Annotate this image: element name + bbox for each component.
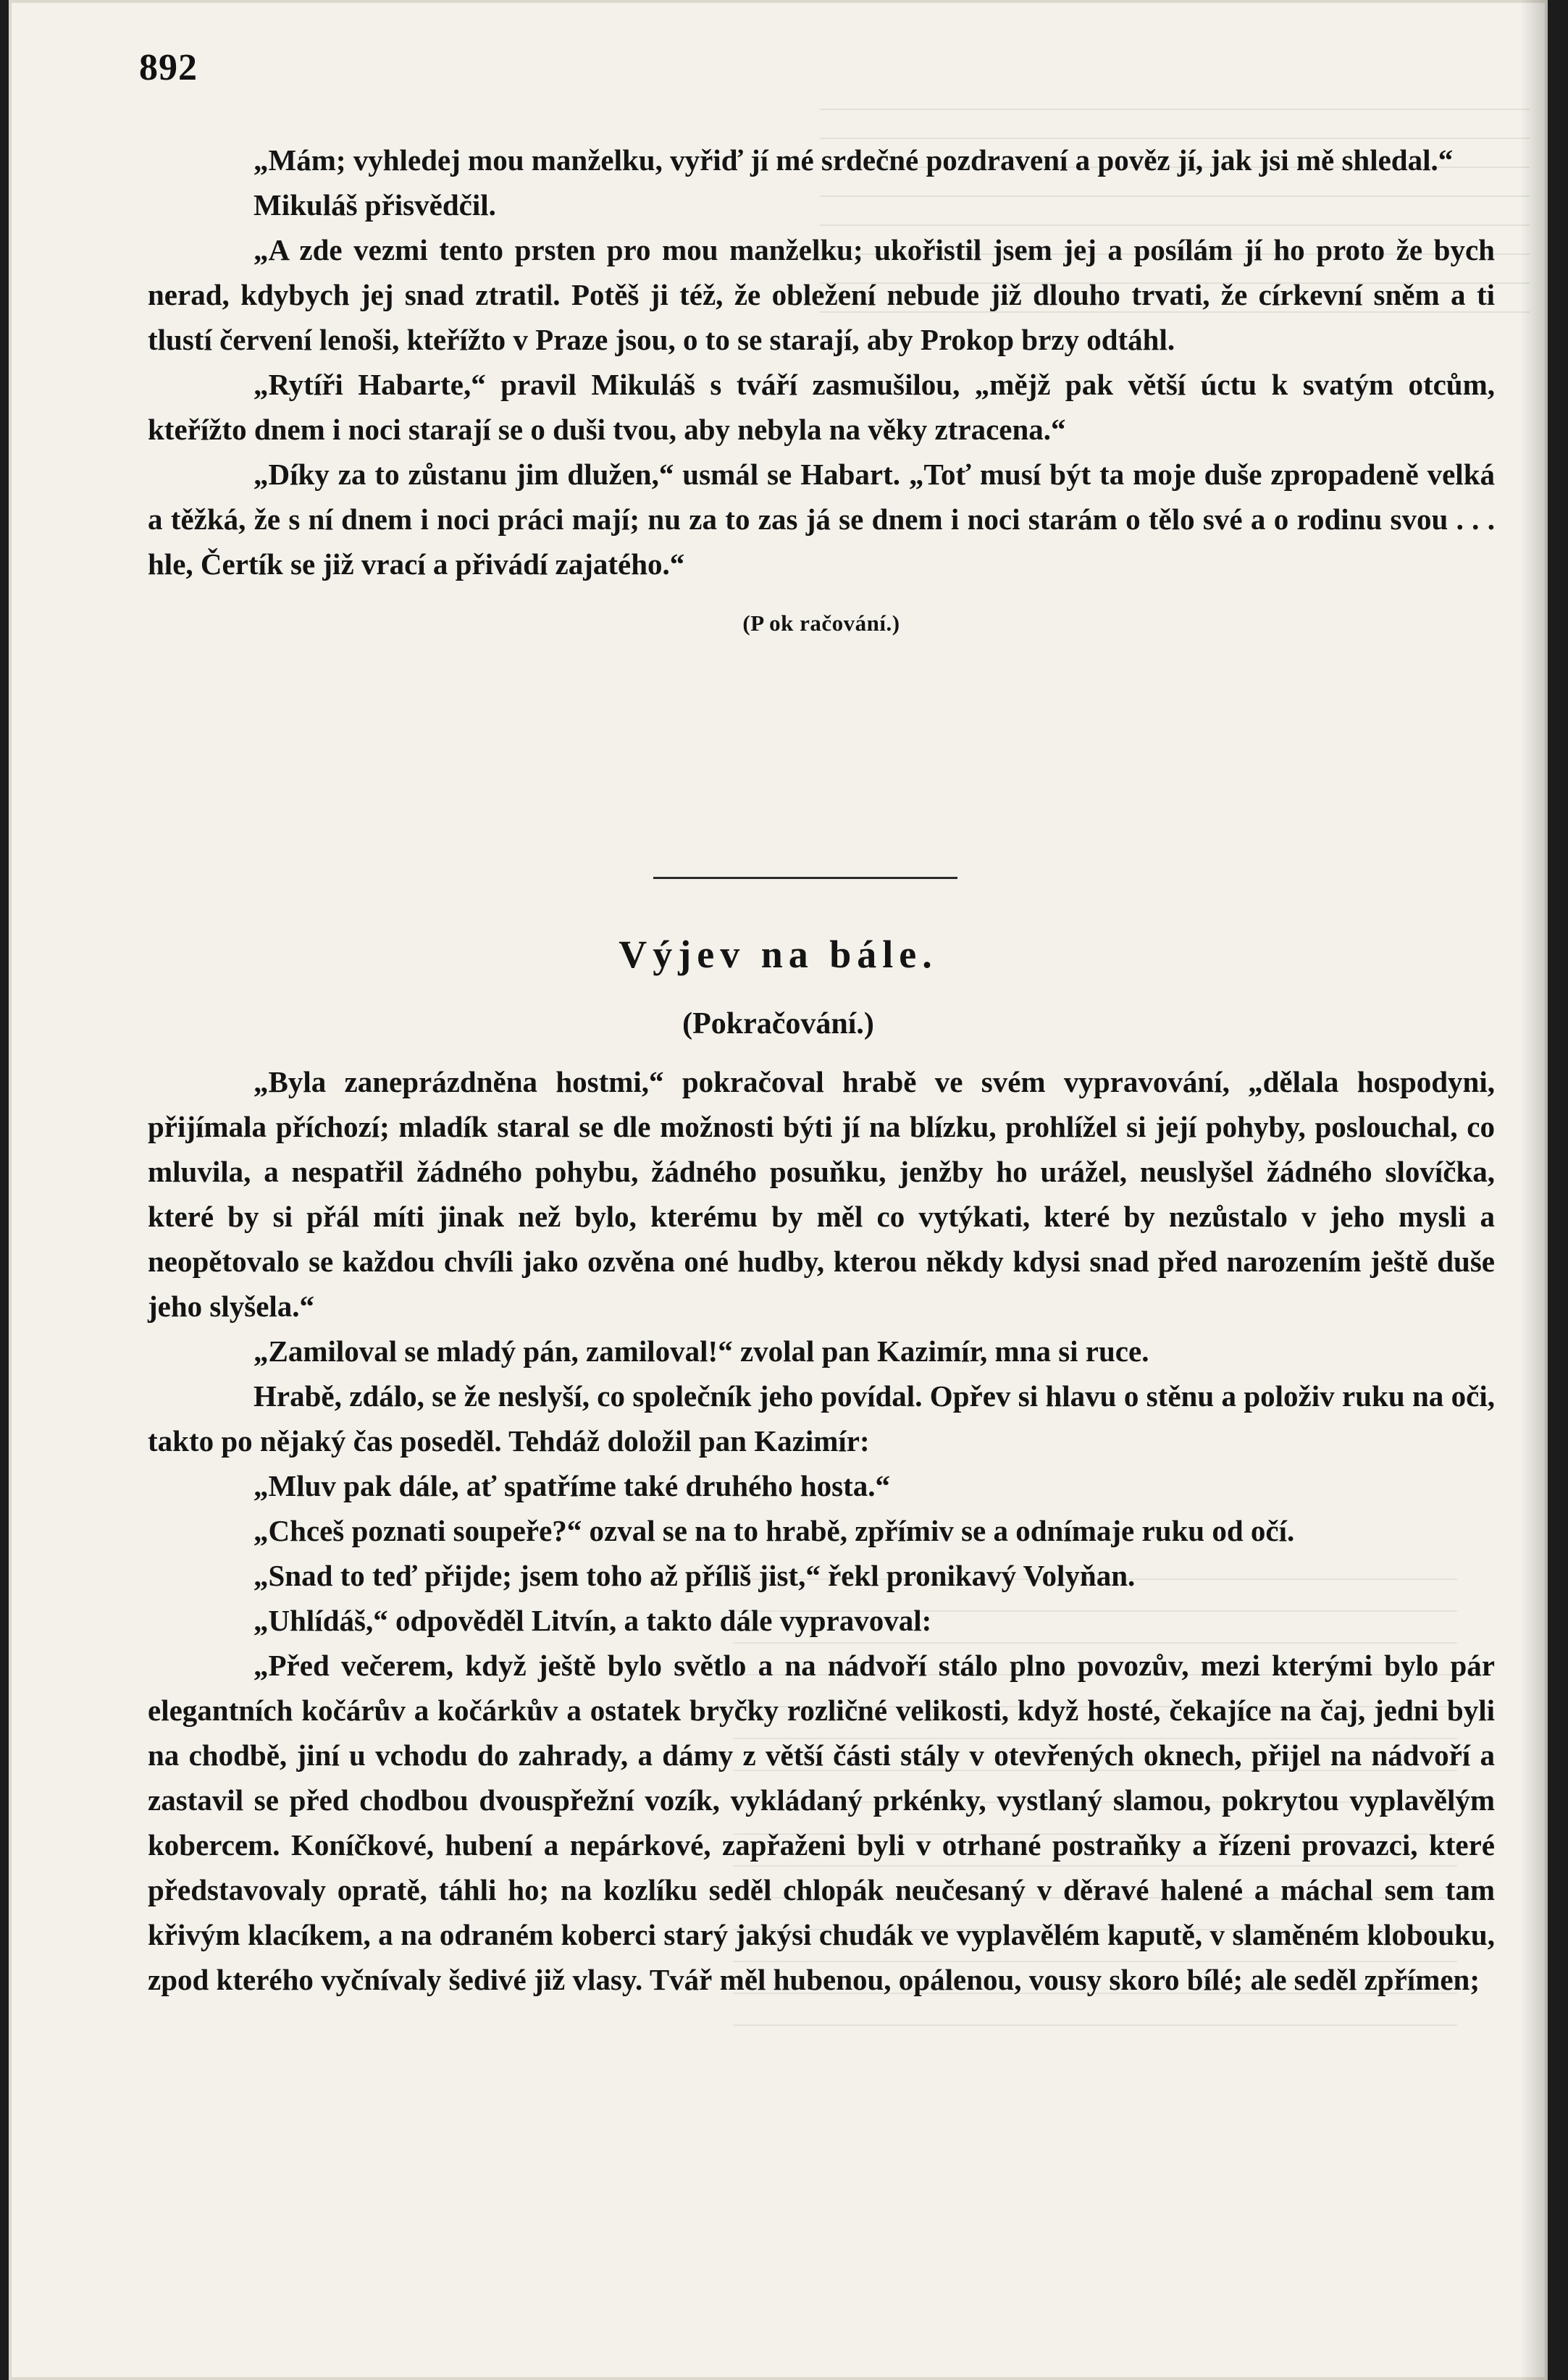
paragraph: Mikuláš přisvědčil. bbox=[253, 188, 496, 222]
paragraph: „Uhlídáš,“ odpověděl Litvín, a takto dále vypravoval: bbox=[253, 1604, 932, 1637]
paragraph: „Rytíři Habarte,“ pravil Mikuláš s tváří zasmušilou, „mějž pak větší úctu k svatým otcům, kteřížto dnem i noci starají se o duši tvou, aby nebyla na věky ztracena.“ bbox=[148, 368, 1495, 446]
section-title: Výjev na bále. bbox=[619, 933, 938, 976]
paragraph: Hrabě, zdálo, se že neslyší, co společník jeho povídal. Opřev si hlavu o stěnu a položiv ruku na oči, takto po nějaký čas poseděl. Tehdáž doložil pan Kazimír: bbox=[148, 1379, 1495, 1458]
page-number: 892 bbox=[139, 47, 198, 88]
paragraph: „Byla zaneprázdněna hostmi,“ pokračoval hrabě ve svém vypravování, „dělala hospodyni, přijímala příchozí; mladík staral se dle možnosti býti jí na blízku, prohlížel si její pohyby, poslouchal, co mluvila, a nespatřil žádného pohybu, žádného posuňku, jenžby ho urážel, neuslyšel žádného slovíčka, které by si přál míti jinak než bylo, kterému by měl co vytýkati, které by nezůstalo v jeho mysli a neopětovalo se každou chvíli jako ozvěna oné hudby, kterou někdy kdysi snad před narozením ještě duše jeho slyšela.“ bbox=[148, 1065, 1495, 1323]
paragraph: „Snad to teď přijde; jsem toho až příliš jist,“ řekl pronikavý Volyňan. bbox=[253, 1559, 1136, 1592]
paragraph: „Chceš poznati soupeře?“ ozval se na to hrabě, zpřímiv se a odnímaje ruku od očí. bbox=[253, 1514, 1295, 1547]
continuation-note: (P ok račování.) bbox=[742, 610, 900, 636]
section-divider bbox=[653, 877, 957, 879]
paragraph: „A zde vezmi tento prsten pro mou manželku; ukořistil jsem jej a posílám jí ho proto že bych nerad, kdybych jej snad ztratil. Potěš ji též, že obležení nebude již dlouho trvati, že církevní sněm a ti tlustí červení lenoši, kteřížto v Praze jsou, o to se starají, aby Prokop brzy odtáhl. bbox=[148, 233, 1495, 356]
paragraph: „Mluv pak dále, ať spatříme také druhého hosta.“ bbox=[253, 1469, 891, 1502]
page-edge-shadow bbox=[1520, 0, 1548, 2380]
upper-text-block bbox=[148, 138, 1495, 646]
paragraph: „Mám; vyhledej mou manželku, vyřiď jí mé srdečné pozdravení a pověz jí, jak jsi mě shledal.“ bbox=[253, 143, 1454, 177]
lower-text-block bbox=[148, 1059, 1495, 2002]
paragraph: „Díky za to zůstanu jim dlužen,“ usmál se Habart. „Toť musí být ta moje duše zpropadeně velká a těžká, že s ní dnem i noci práci mají; nu za to zas já se dnem i noci starám o tělo své a o rodinu svou . . . hle, Čertík se již vrací a přivádí zajatého.“ bbox=[148, 458, 1495, 581]
paragraph: „Před večerem, když ještě bylo světlo a na nádvoří stálo plno povozův, mezi kterými bylo pár elegantních kočárův a kočárkův a ostatek bryčky rozličné velikosti, když hosté, čekajíce na čaj, jedni byli na chodbě, jiní u vchodu do zahrady, a dámy z větší části stály v otevřených oknech, přijel na nádvoří a zastavil se před chodbou dvouspřežní vozík, vykládaný prkénky, vystlaný slamou, pokrytou vyplavělým kobercem. Koníčkové, hubení a nepárkové, zapřaženi byli v otrhané postraňky a řízeni provazci, které představovaly opratě, táhli ho; na kozlíku seděl chlopák neučesaný v děravé halené a máchal sem tam křivým klacíkem, a na odraném koberci starý jakýsi chudák ve vyplavělém kaputě, v slaměném klobouku, zpod kterého vyčnívaly šedivé již vlasy. Tvář měl hubenou, opálenou, vousy skoro bílé; ale seděl zpřímen; bbox=[148, 1649, 1495, 1996]
section-subtitle: (Pokračování.) bbox=[682, 1007, 874, 1040]
paragraph: „Zamiloval se mladý pán, zamiloval!“ zvolal pan Kazimír, mna si ruce. bbox=[253, 1334, 1149, 1368]
scanned-book-page bbox=[9, 0, 1548, 2380]
